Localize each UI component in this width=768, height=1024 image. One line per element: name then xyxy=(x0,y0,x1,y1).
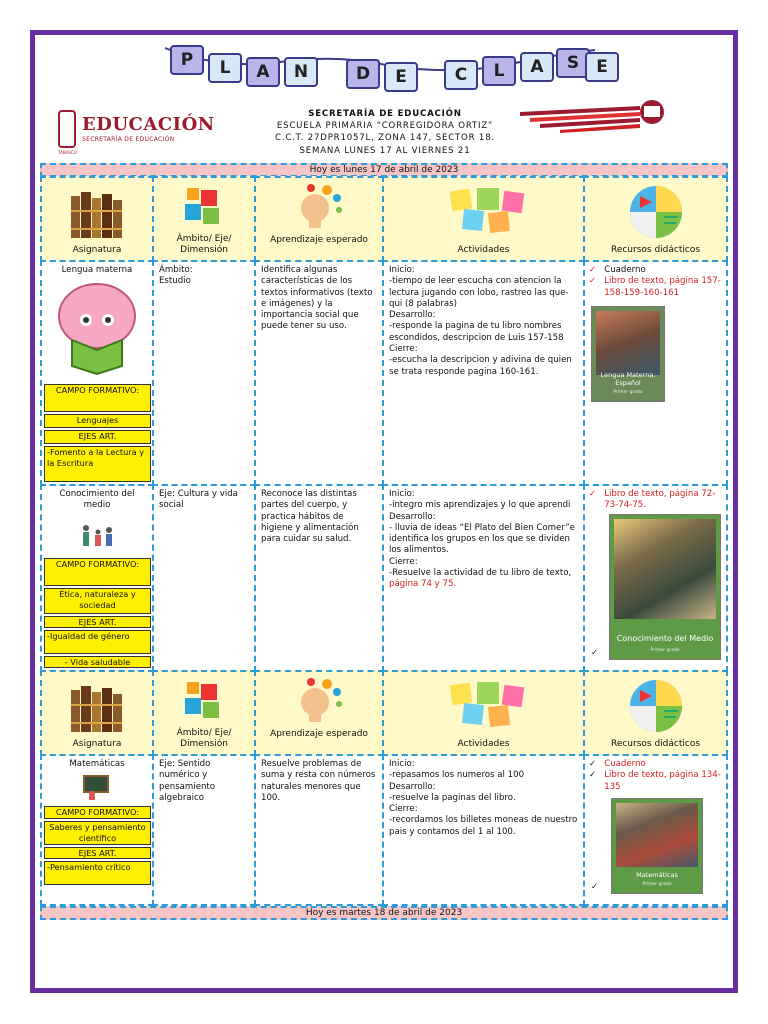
row2-campo: Ética, naturaleza y sociedad xyxy=(44,588,151,614)
row1-aprendizaje-cell xyxy=(254,260,384,486)
row2-actividades xyxy=(389,489,579,591)
school-header xyxy=(240,108,530,157)
row1-eje: -Fomento a la Lectura y la Escritura xyxy=(44,446,151,482)
row3-rec2: Libro de texto, página 134-135 xyxy=(604,770,721,792)
header-ambito xyxy=(152,176,256,262)
header-line2: ESCUELA PRIMARIA “CORREGIDORA ORTIZ” xyxy=(276,121,494,132)
row1-actividades-cell xyxy=(382,260,585,486)
row1-actividades: Inicio: -tiempo de leer escucha con atencion la lectura jugando con lobo, rastreo las que-qui (8 palabras) Desarrollo: -responde la pagina de tu libro nombres escondidos, descripcion de Luis 157-158 Cierre: -escucha la descripcion y adivina de quien se trata responde pagina 160-161. xyxy=(389,265,572,377)
row2-book-title: Conocimiento del Medio xyxy=(616,634,714,643)
row2-ambito-cell xyxy=(152,484,256,672)
media-resources-icon xyxy=(628,678,684,734)
header-aprendizaje xyxy=(254,670,384,756)
family-icon xyxy=(78,524,118,550)
check-icon: ✓ xyxy=(591,648,599,658)
row1-campo-label: CAMPO FORMATIVO: xyxy=(44,384,151,412)
brain-reading-icon xyxy=(52,278,142,378)
banner-flag: C xyxy=(444,60,478,90)
row2-book-grade: Primer grado xyxy=(650,648,680,653)
header-ambito xyxy=(152,670,256,756)
header-line3: C.C.T. 27DPR1057L, ZONA 147, SECTOR 18. xyxy=(274,133,495,144)
banner-flag: E xyxy=(585,52,619,82)
row3-subject: Matemáticas xyxy=(69,759,125,769)
row3-ejes-label: EJES ART. xyxy=(44,847,151,859)
row3-eje: -Pensamiento crítico xyxy=(44,861,151,885)
check-icon: ✓ xyxy=(589,276,597,287)
check-icon: ✓ xyxy=(589,265,597,275)
header-asignatura xyxy=(40,670,154,756)
sticky-notes-icon xyxy=(441,680,527,732)
header-actividades xyxy=(382,670,585,756)
row2-subject: Conocimiento del medio xyxy=(59,489,135,511)
header-line1: SECRETARÍA DE EDUCACIÓN xyxy=(308,109,462,119)
row3-ambito-cell xyxy=(152,754,256,906)
banner-flag: S xyxy=(556,48,590,78)
row3-campo: Saberes y pensamiento científico xyxy=(44,821,151,845)
chalkboard-icon xyxy=(82,774,112,800)
head-ideas-icon xyxy=(293,182,345,230)
row2-actividades-cell xyxy=(382,484,585,672)
row3-ambito: Eje: Sentido numérico y pensamiento algebraico xyxy=(159,759,216,803)
row1-subject-cell xyxy=(40,260,154,486)
row2-aprendizaje-cell xyxy=(254,484,384,672)
row1-aprendizaje: Identifica algunas características de los textos informativos (texto e imágenes) y la importancia social que puede tener su uso. xyxy=(261,265,373,332)
row2-book-cover xyxy=(609,514,721,660)
header-actividades-label: Actividades xyxy=(457,739,510,749)
row1-rec2: Libro de texto, página 157-158-159-160-161 xyxy=(604,276,721,298)
row3-book-cover xyxy=(611,798,703,894)
row2-ejes-label: EJES ART. xyxy=(44,616,151,628)
day-band-monday: Hoy es lunes 17 de abril de 2023 xyxy=(40,163,728,177)
header-asignatura-label: Asignatura xyxy=(72,245,122,255)
education-logo xyxy=(58,110,215,155)
decorative-stripes-icon xyxy=(520,98,670,138)
row3-aprendizaje: Resuelve problemas de suma y resta con números naturales menores que 100. xyxy=(261,759,376,803)
row3-aprendizaje-cell xyxy=(254,754,384,906)
banner-flag: E xyxy=(384,62,418,92)
books-icon xyxy=(67,190,127,240)
row1-subject: Lengua materna xyxy=(61,265,133,275)
banner-flag: L xyxy=(208,53,242,83)
row1-ambito-cell xyxy=(152,260,256,486)
header-ambito-label: Ámbito/ Eje/ Dimensión xyxy=(176,234,232,255)
row1-book-title: Lengua Materna. Español xyxy=(600,371,656,387)
row3-rec1: Cuaderno xyxy=(604,759,646,769)
puzzle-icon xyxy=(181,676,227,722)
day-band-tuesday: Hoy es martes 18 de abril de 2023 xyxy=(40,906,728,920)
mural-image xyxy=(614,519,716,619)
check-icon: ✓ xyxy=(589,770,597,781)
header-asignatura xyxy=(40,176,154,262)
row2-eje1: -Igualdad de género xyxy=(44,630,151,654)
header-actividades xyxy=(382,176,585,262)
row1-ambito: Ámbito: Estudio xyxy=(159,265,193,287)
row1-rec1: Cuaderno xyxy=(604,265,646,275)
row2-rec1: Libro de texto, página 72-73-74-75. xyxy=(604,489,716,511)
row2-eje2: - Vida saludable xyxy=(44,656,151,668)
row1-ejes-label: EJES ART. xyxy=(44,430,151,444)
header-aprendizaje-label: Aprendizaje esperado xyxy=(270,729,368,739)
row2-act-text: Inicio: -integro mis aprendizajes y lo que aprendi Desarrollo: - lluvia de ideas “El Plato del Bien Comer”e identifica los grupos en los que se dividen los alimentos. Cierre: -Resuelve la actividad de tu libro de texto, xyxy=(389,489,575,579)
row3-actividades-cell xyxy=(382,754,585,906)
row1-recursos xyxy=(589,265,722,299)
seal-icon xyxy=(58,110,76,148)
media-resources-icon xyxy=(628,184,684,240)
check-icon: ✓ xyxy=(591,882,599,892)
row2-recursos xyxy=(589,489,722,512)
plan-de-clase-banner xyxy=(160,40,600,90)
books-icon xyxy=(67,684,127,734)
header-recursos xyxy=(583,176,728,262)
row2-aprendizaje: Reconoce las distintas partes del cuerpo, y practica hábitos de higiene y alimentación para cuidar su salud. xyxy=(261,489,359,545)
logo-state: TABASCO xyxy=(58,150,77,155)
row1-campo: Lenguajes xyxy=(44,414,151,428)
mural-image xyxy=(596,311,660,375)
logo-name: EDUCACIÓN xyxy=(82,114,215,135)
header-line4: SEMANA LUNES 17 AL VIERNES 21 xyxy=(299,145,471,156)
row3-book-grade: Primer grado xyxy=(642,882,672,887)
header-ambito-label: Ámbito/ Eje/ Dimensión xyxy=(176,728,232,749)
row1-recursos-cell xyxy=(583,260,728,486)
row2-campo-label: CAMPO FORMATIVO: xyxy=(44,558,151,586)
puzzle-icon xyxy=(181,182,227,228)
row3-recursos xyxy=(589,759,722,793)
sticky-notes-icon xyxy=(441,186,527,238)
row2-act-red: página 74 y 75. xyxy=(389,579,457,590)
head-ideas-icon xyxy=(293,676,345,724)
row3-subject-cell xyxy=(40,754,154,906)
banner-flag: N xyxy=(284,57,318,87)
header-aprendizaje xyxy=(254,176,384,262)
check-icon: ✓ xyxy=(589,759,597,769)
header-recursos-label: Recursos didácticos xyxy=(610,739,701,749)
mural-image xyxy=(616,803,698,867)
row1-book-cover xyxy=(591,306,665,402)
banner-flag: L xyxy=(482,56,516,86)
banner-flag: D xyxy=(346,59,380,89)
row2-ambito: Eje: Cultura y vida social xyxy=(159,489,238,511)
header-asignatura-label: Asignatura xyxy=(72,739,122,749)
row1-book-grade: Primer grado xyxy=(613,390,643,395)
logo-subtitle: SECRETARÍA DE EDUCACIÓN xyxy=(82,136,175,143)
header-aprendizaje-label: Aprendizaje esperado xyxy=(270,235,368,245)
banner-flag: A xyxy=(520,52,554,82)
header-actividades-label: Actividades xyxy=(457,245,510,255)
banner-flag: P xyxy=(170,45,204,75)
banner-flag: A xyxy=(246,57,280,87)
row2-subject-cell xyxy=(40,484,154,672)
row3-actividades: Inicio: -repasamos los numeros al 100 Desarrollo: -resuelve la paginas del libro. Cierre: -recordamos los billetes moneas de nuestro pais y contamos del 1 al 100. xyxy=(389,759,578,837)
row3-book-title: Matemáticas xyxy=(636,871,678,879)
row2-recursos-cell xyxy=(583,484,728,672)
header-recursos-label: Recursos didácticos xyxy=(610,245,701,255)
check-icon: ✓ xyxy=(589,489,597,499)
row3-campo-label: CAMPO FORMATIVO: xyxy=(44,806,151,819)
header-recursos xyxy=(583,670,728,756)
row3-recursos-cell xyxy=(583,754,728,906)
